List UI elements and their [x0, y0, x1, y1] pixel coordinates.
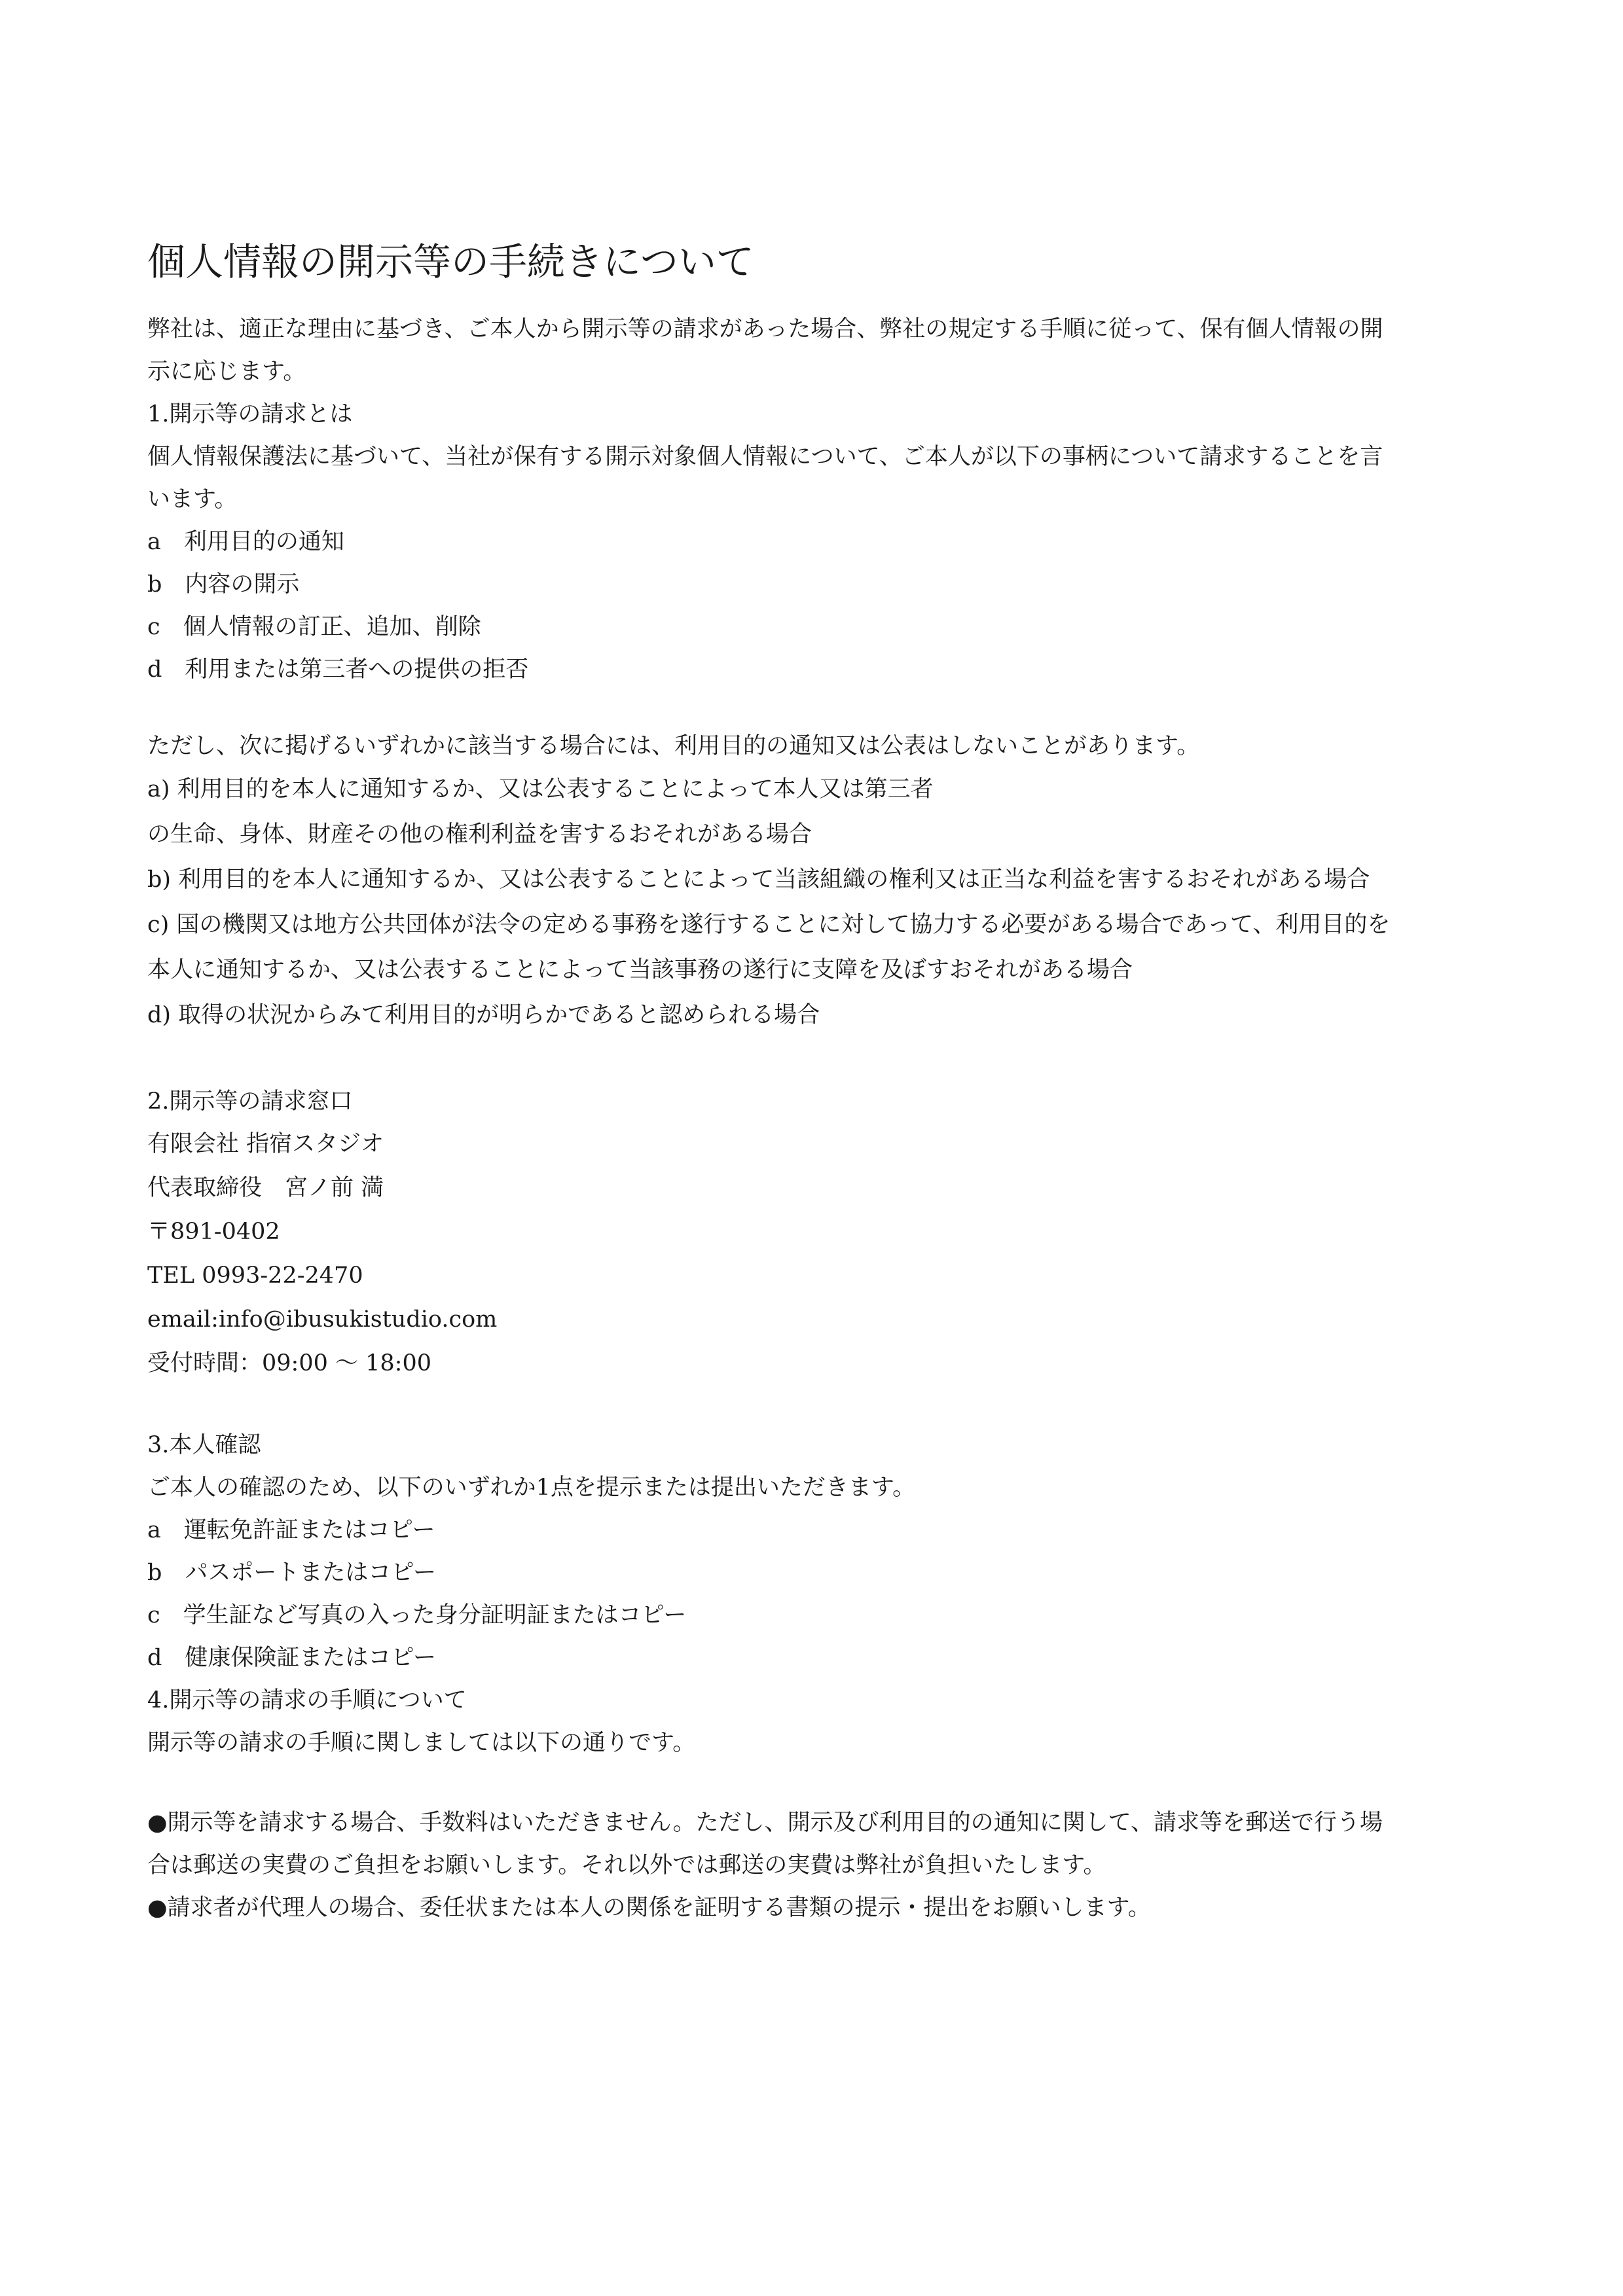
telephone: TEL 0993-22-2470 [147, 1263, 363, 1289]
exception-c-line-2: 本人に通知するか、又は公表することによって当該事務の遂行に支障を及ぼすおそれがある場合 [147, 957, 1133, 983]
section-1-heading: 1.開示等の請求とは [147, 401, 353, 427]
id-item-c: c 学生証など写真の入った身分証明証またはコピー [147, 1602, 687, 1628]
id-item-b: b パスポートまたはコピー [147, 1560, 437, 1586]
section-2-heading: 2.開示等の請求窓口 [147, 1088, 353, 1115]
exception-c-line-1: c) 国の機関又は地方公共団体が法令の定める事務を遂行することに対して協力する必要がある場合であって、利用目的を [147, 912, 1391, 938]
intro-line-1: 弊社は、適正な理由に基づき、ご本人から開示等の請求があった場合、弊社の規定する手順に従って、保有個人情報の開 [147, 316, 1383, 342]
id-item-d: d 健康保険証またはコピー [147, 1645, 437, 1671]
exception-b: b) 利用目的を本人に通知するか、又は公表することによって当該組織の権利又は正当な利益を害するおそれがある場合 [147, 867, 1370, 893]
section-3-heading: 3.本人確認 [147, 1432, 261, 1458]
agent-note: ●請求者が代理人の場合、委任状または本人の関係を証明する書類の提示・提出をお願いします。 [147, 1895, 1151, 1921]
exception-d: d) 取得の状況からみて利用目的が明らかであると認められる場合 [147, 1002, 820, 1028]
fee-note-line-2: 合は郵送の実費のご負担をお願いします。それ以外では郵送の実費は弊社が負担いたします。 [147, 1852, 1106, 1878]
reception-hours: 受付時間：09:00 〜 18:00 [147, 1350, 431, 1376]
email-address: email:info@ibusukistudio.com [147, 1306, 498, 1333]
representative: 代表取締役 宮ノ前 満 [147, 1175, 384, 1201]
fee-note-line-1: ●開示等を請求する場合、手数料はいただきません。ただし、開示及び利用目的の通知に関して、請求等を郵送で行う場 [147, 1810, 1383, 1836]
request-item-b: b 内容の開示 [147, 571, 300, 598]
page-title: 個人情報の開示等の手続きについて [147, 240, 754, 284]
exception-a-line-2: の生命、身体、財産その他の権利利益を害するおそれがある場合 [147, 821, 812, 848]
intro-line-2: 示に応じます。 [147, 359, 306, 385]
id-item-a: a 運転免許証またはコピー [147, 1517, 435, 1543]
request-item-d: d 利用または第三者への提供の拒否 [147, 656, 529, 683]
section-4-heading: 4.開示等の請求の手順について [147, 1687, 467, 1713]
exceptions-intro: ただし、次に掲げるいずれかに該当する場合には、利用目的の通知又は公表はしないことがあります。 [147, 733, 1200, 759]
section-4-desc: 開示等の請求の手順に関しましては以下の通りです。 [147, 1730, 696, 1756]
section-1-desc-line-1: 個人情報保護法に基づいて、当社が保有する開示対象個人情報について、ご本人が以下の事柄について請求することを言 [147, 444, 1383, 470]
exception-a-line-1: a) 利用目的を本人に通知するか、又は公表することによって本人又は第三者 [147, 776, 934, 802]
section-3-desc: ご本人の確認のため、以下のいずれか1点を提示または提出いただきます。 [147, 1475, 916, 1501]
section-1-desc-line-2: います。 [147, 486, 238, 512]
request-item-a: a 利用目的の通知 [147, 529, 344, 555]
company-name: 有限会社 指宿スタジオ [147, 1131, 384, 1157]
request-item-c: c 個人情報の訂正、追加、削除 [147, 614, 481, 640]
postal-code: 〒891-0402 [147, 1219, 280, 1245]
